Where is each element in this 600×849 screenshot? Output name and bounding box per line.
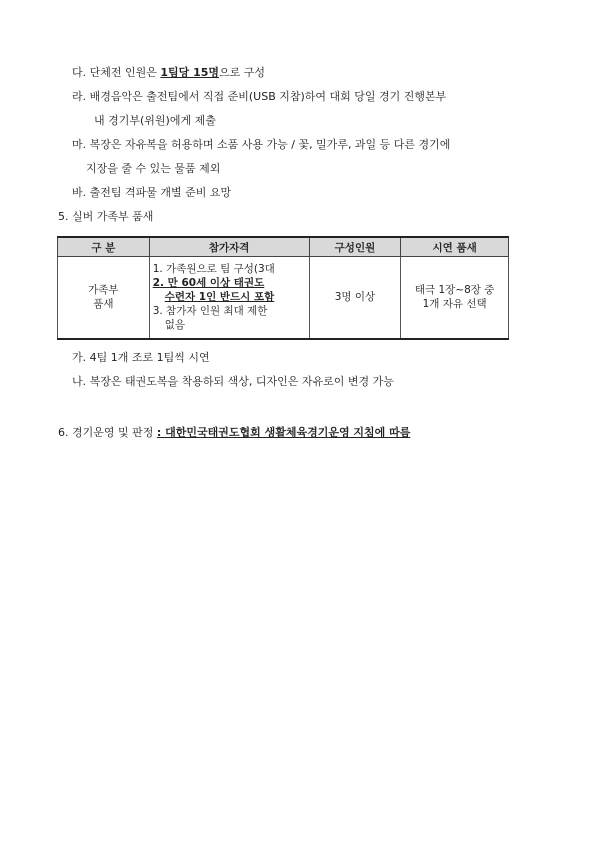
- table-row: [58, 257, 509, 339]
- silver-family-table: [57, 236, 509, 340]
- item-ma-line1: 마. 복장은 자유복을 허용하며 소품 사용 가능 / 꽃, 밀가루, 과일 등 다른 경기에: [72, 138, 451, 151]
- item-da-team-size: 1팀당 15명: [160, 66, 220, 79]
- item-da-suffix: 으로 구성: [219, 66, 266, 79]
- section6: [58, 426, 410, 440]
- item-ba: 바. 출전팀 격파물 개별 준비 요망: [72, 186, 232, 199]
- note-na: 나. 복장은 태권도복을 착용하되 색상, 디자인은 자유로이 변경 가능: [72, 375, 394, 388]
- header-category: 구 분: [58, 237, 150, 257]
- item-ra-line2: 내 경기부(위원)에게 제출: [94, 114, 216, 127]
- cell-eligibility: [149, 257, 309, 339]
- item-ma-line2: 지장을 줄 수 있는 물품 제외: [86, 162, 221, 175]
- criteria-3-cont: 없음: [164, 319, 185, 332]
- header-poomsae: 시연 품새: [401, 237, 509, 257]
- criteria-2-cont: 수련자 1인 반드시 포함: [164, 291, 275, 304]
- header-members: 구성인원: [309, 237, 401, 257]
- cell-members: 3명 이상: [309, 257, 401, 339]
- criteria-1: 1. 가족원으로 팀 구성(3대: [152, 263, 275, 276]
- item-da-prefix: 다. 단체전 인원은: [72, 66, 161, 79]
- item-ra-line1: 라. 배경음악은 출전팀에서 직접 준비(USB 지참)하여 대회 당일 경기 진행본부: [72, 90, 447, 103]
- criteria-3: 3. 참가자 인원 최대 제한: [152, 305, 268, 318]
- item-da: [72, 66, 265, 80]
- section5-heading: 5. 실버 가족부 품새: [58, 210, 154, 223]
- section6-rule: : 대한민국태권도협회 생활체육경기운영 지침에 따름: [156, 426, 411, 439]
- note-ga: 가. 4팀 1개 조로 1팀씩 시연: [72, 351, 210, 364]
- criteria-2: 2. 만 60세 이상 태권도: [152, 277, 265, 290]
- cell-category: 가족부 품새: [58, 257, 150, 339]
- section6-prefix: 6. 경기운영 및 판정: [58, 426, 157, 439]
- cell-poomsae: 태극 1장~8장 중 1개 자유 선택: [401, 257, 509, 339]
- table-header-row: [58, 237, 509, 257]
- header-eligibility: 참가자격: [149, 237, 309, 257]
